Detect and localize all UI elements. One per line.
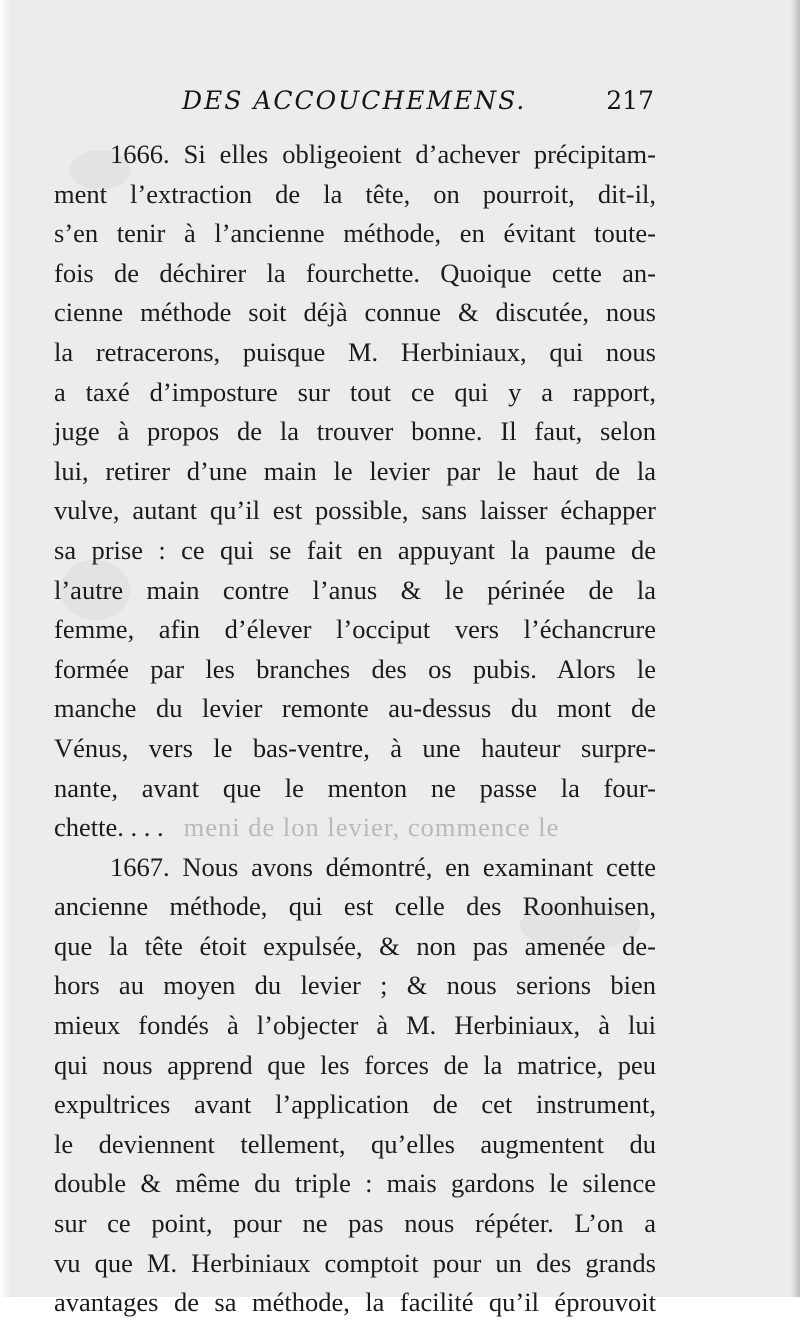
text-line: expultrices avant l’application de cet instrument,: [54, 1089, 656, 1120]
text-line: manche du levier remonte au-dessus du mont de: [54, 693, 656, 724]
text-line: nante, avant que le menton ne passe la four-: [54, 772, 656, 803]
text-line: avantages de sa méthode, la facilité qu’il éprouvoit: [54, 1287, 656, 1318]
text-line: l’autre main contre l’anus & le périnée de la: [54, 574, 656, 605]
body-text: [54, 135, 656, 1323]
text-line: vu que M. Herbiniaux comptoit pour un des grands: [54, 1247, 656, 1278]
text-line: Vénus, vers le bas-ventre, à une hauteur surpre-: [54, 732, 656, 763]
text-line: vulve, autant qu’il est possible, sans laisser échapper: [54, 495, 656, 526]
text-line: sur ce point, pour ne pas nous répéter. L’on a: [54, 1208, 656, 1239]
text-line: mieux fondés à l’objecter à M. Herbiniaux, à lui: [54, 1010, 656, 1041]
text-line-end: chette. . . .: [54, 812, 164, 843]
text-line: a taxé d’imposture sur tout ce qui y a rapport,: [54, 376, 656, 407]
text-line: que la tête étoit expulsée, & non pas amenée de-: [54, 930, 656, 961]
page-edge-right: [790, 0, 800, 1297]
text-line: cienne méthode soit déjà connue & discutée, nous: [54, 297, 656, 328]
text-line: 1666. Si elles obligeoient d’achever précipitam-: [110, 139, 656, 169]
text-line: qui nous apprend que les forces de la matrice, peu: [54, 1049, 656, 1080]
text-line: lui, retirer d’une main le levier par le haut de la: [54, 455, 656, 486]
page-number: 217: [606, 86, 654, 115]
running-head-title: DES ACCOUCHEMENS.: [182, 86, 527, 115]
text-line: s’en tenir à l’ancienne méthode, en évitant toute-: [54, 218, 656, 249]
text-line: le deviennent tellement, qu’elles augmentent du: [54, 1128, 656, 1159]
text-line: la retracerons, puisque M. Herbiniaux, qui nous: [54, 336, 656, 367]
text-line: 1667. Nous avons démontré, en examinant cette: [110, 851, 656, 882]
text-line: juge à propos de la trouver bonne. Il faut, selon: [54, 416, 656, 447]
text-line: double & même du triple : mais gardons le silence: [54, 1168, 656, 1199]
bleed-through-text: meni de lon levier, commence le: [183, 812, 560, 843]
page-gutter-left: [0, 0, 14, 1297]
text-line: ancienne méthode, qui est celle des Roonhuisen,: [54, 891, 656, 922]
text-line: formée par les branches des os pubis. Alors le: [54, 653, 656, 684]
running-head: [120, 84, 660, 124]
text-line: hors au moyen du levier ; & nous serions bien: [54, 970, 656, 1001]
text-line: [54, 808, 656, 848]
text-line: sa prise : ce qui se fait en appuyant la paume de: [54, 534, 656, 565]
text-line: femme, afin d’élever l’occiput vers l’échancrure: [54, 614, 656, 645]
text-line: ment l’extraction de la tête, on pourroit, dit-il,: [54, 178, 656, 209]
text-line: fois de déchirer la fourchette. Quoique cette an-: [54, 257, 656, 288]
